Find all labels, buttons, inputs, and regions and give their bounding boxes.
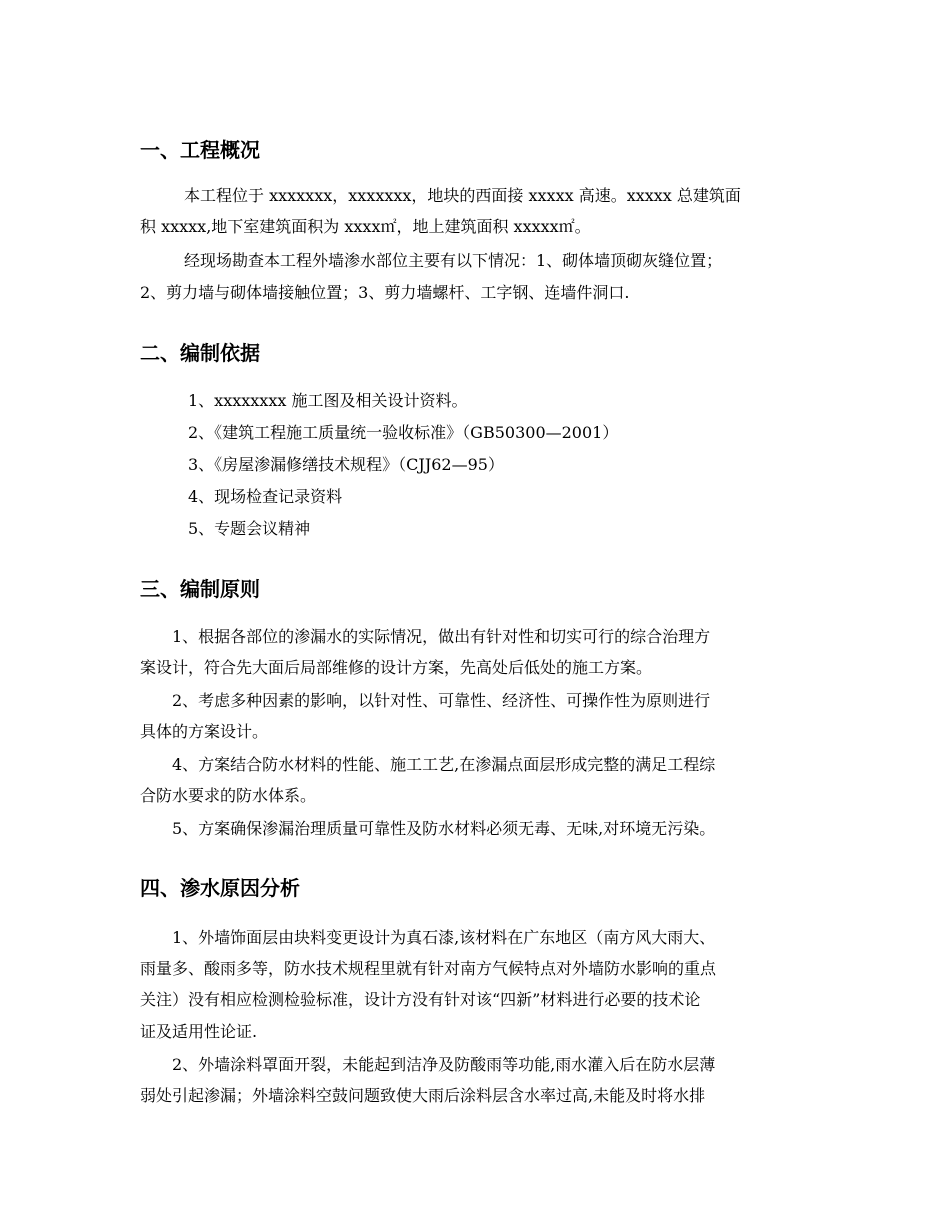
paragraph-line: 经现场勘查本工程外墙渗水部位主要有以下情况：1、砌体墙顶砌灰缝位置； [184,251,723,270]
paragraph-line: 1、根据各部位的渗漏水的实际情况，做出有针对性和切实可行的综合治理方 [172,627,711,646]
paragraph-line: 关注）没有相应检测检验标准，设计方没有针对该“四新”材料进行必要的技术论 [140,990,701,1009]
paragraph-line: 4、方案结合防水材料的性能、施工工艺,在渗漏点面层形成完整的满足工程综 [172,755,716,774]
section-heading-cause-analysis: 四、渗水原因分析 [140,876,300,900]
paragraph-line: 证及适用性论证. [140,1022,258,1041]
paragraph-line: 积 xxxxx,地下室建筑面积为 xxxx㎡，地上建筑面积 xxxxx㎡。 [140,217,591,236]
paragraph-line: 1、外墙饰面层由块料变更设计为真石漆,该材料在广东地区（南方风大雨大、 [172,928,716,947]
section-heading-basis: 二、编制依据 [140,341,260,365]
paragraph-line: 2、剪力墙与砌体墙接触位置；3、剪力墙螺杆、工字钢、连墙件洞口. [140,283,630,302]
paragraph-line: 雨量多、酸雨多等，防水技术规程里就有针对南方气候特点对外墙防水影响的重点 [140,959,717,978]
paragraph-line: 2、考虑多种因素的影响，以针对性、可靠性、经济性、可操作性为原则进行 [172,691,711,710]
list-item: 2、《建筑工程施工质量统一验收标准》（GB50300—2001） [188,423,619,442]
paragraph-line: 弱处引起渗漏；外墙涂料空鼓问题致使大雨后涂料层含水率过高,未能及时将水排 [140,1086,706,1105]
paragraph-line: 2、外墙涂料罩面开裂，未能起到洁净及防酸雨等功能,雨水灌入后在防水层薄 [172,1055,716,1074]
paragraph-line: 本工程位于 xxxxxxx，xxxxxxx，地块的西面接 xxxxx 高速。xxxxx 总建筑面 [184,186,741,205]
section-heading-overview: 一、工程概况 [140,138,260,162]
list-item: 3、《房屋渗漏修缮技术规程》（CJJ62—95） [188,455,504,474]
list-item: 4、现场检查记录资料 [188,487,343,506]
paragraph-line: 合防水要求的防水体系。 [140,786,317,805]
paragraph-line: 5、方案确保渗漏治理质量可靠性及防水材料必须无毒、无味,对环境无污染。 [172,819,716,838]
paragraph-line: 具体的方案设计。 [140,722,269,741]
paragraph-line: 案设计，符合先大面后局部维修的设计方案，先高处后低处的施工方案。 [140,658,653,677]
list-item: 5、专题会议精神 [188,519,311,538]
section-heading-principles: 三、编制原则 [140,577,260,601]
list-item: 1、xxxxxxxx 施工图及相关设计资料。 [188,391,468,410]
